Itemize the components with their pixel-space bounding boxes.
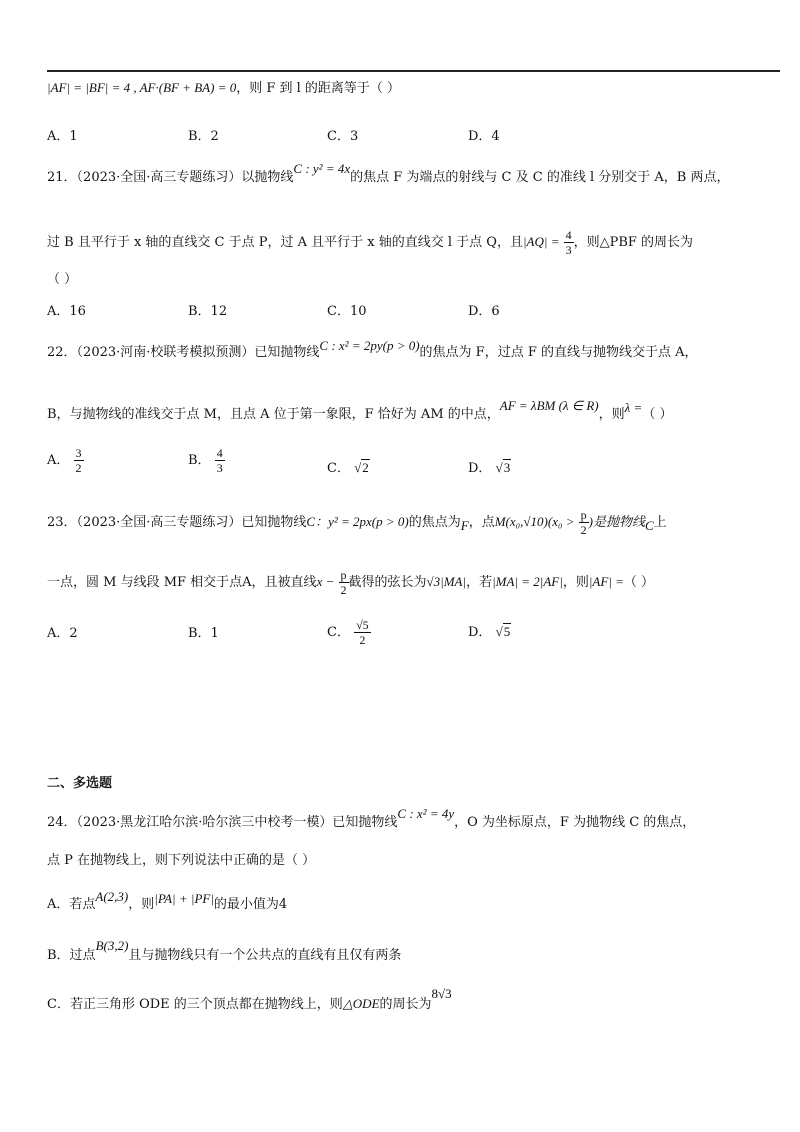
q23-option-b[interactable]: B．1 xyxy=(188,626,219,641)
q23-p-den-b: 2 xyxy=(340,583,347,597)
q22-option-b[interactable] xyxy=(188,446,225,475)
q22-option-b-num: 4 xyxy=(216,446,223,460)
q24-option-a-text3: 的最小值为4 xyxy=(213,897,288,912)
q22-option-a[interactable] xyxy=(47,446,84,475)
q23-point: M(x₀,√10)(x₀ > xyxy=(494,514,575,529)
q23-p-num: p xyxy=(580,508,587,522)
q24-option-b-point: B(3,2) xyxy=(95,938,129,953)
q23-option-d-label: D． xyxy=(468,625,492,640)
q21-fraction xyxy=(564,228,574,257)
q23-focus: F xyxy=(460,518,469,533)
q23-stem-line2 xyxy=(47,568,654,597)
q23-text4: 上 xyxy=(653,515,667,530)
q22-line1-rest: 的焦点为 F，过点 F 的直线与抛物线交于点 A， xyxy=(419,345,698,360)
q20-option-a[interactable]: A．1 xyxy=(47,129,78,144)
q22-option-d-sqrt: √3 xyxy=(495,460,511,475)
q24-option-b[interactable] xyxy=(47,938,402,966)
q24-option-c-text1: C．若正三角形 ODE 的三个顶点都在抛物线上，则 xyxy=(47,997,343,1012)
q22-option-a-num: 3 xyxy=(75,446,82,460)
q21-aq: |AQ| = xyxy=(522,234,560,249)
q23-text1: 的焦点为 xyxy=(408,515,461,530)
q24-option-a-expr: |PA| + |PF| xyxy=(154,891,214,906)
q22-line2-b: ，则 xyxy=(598,407,625,422)
q22-option-c-radicand: 2 xyxy=(362,460,369,475)
q24-option-a-text2: ，则 xyxy=(128,897,155,912)
q21-stem-line1 xyxy=(47,161,730,188)
q22-option-c-label: C． xyxy=(327,461,350,476)
q21-line2-b: ，则△PBF 的周长为 xyxy=(573,235,694,250)
q24-option-c[interactable] xyxy=(47,986,452,1015)
q22-option-d-label: D． xyxy=(468,461,492,476)
q23-option-c[interactable] xyxy=(327,618,371,647)
q22-paren: （ ） xyxy=(642,407,673,422)
q20-stem-continuation xyxy=(47,78,400,99)
q23-condition: |MA| = 2|AF| xyxy=(492,574,563,589)
q22-option-b-den: 3 xyxy=(216,461,223,475)
q21-line1-rest: 的焦点 F 为端点的射线与 C 及 C 的准线 l 分别交于 A，B 两点， xyxy=(350,170,730,185)
q24-option-b-text1: B．过点 xyxy=(47,948,96,963)
section-title-multi-choice: 二、多选题 xyxy=(47,776,113,791)
q21-option-d[interactable]: D．6 xyxy=(468,304,500,319)
q23-option-c-fraction xyxy=(354,618,371,647)
header-rule xyxy=(47,70,780,72)
q22-option-a-den: 2 xyxy=(75,461,82,475)
q22-prefix: 22．（2023·河南·校联考模拟预测）已知抛物线 xyxy=(47,345,320,360)
q20-option-d[interactable]: D．4 xyxy=(468,129,500,144)
q24-option-c-value: 8√3 xyxy=(431,986,452,1001)
q22-option-b-fraction xyxy=(215,446,225,475)
q23-ask: |AF| = xyxy=(588,574,624,589)
q23-option-c-label: C． xyxy=(327,625,350,640)
q23-expression: C：y² = 2px(p > 0) xyxy=(306,514,409,529)
q23-text3: )是抛物线 xyxy=(588,514,645,529)
q22-expression2: AF = λBM (λ ∈ R) xyxy=(499,398,599,413)
q24-option-c-text2: 的周长为 xyxy=(379,997,432,1012)
q22-option-a-fraction xyxy=(74,446,84,475)
q24-option-a-text1: A．若点 xyxy=(47,897,96,912)
q23-p-num-b: p xyxy=(340,568,347,582)
q23-xline: x − xyxy=(316,574,335,589)
q23-option-a[interactable]: A．2 xyxy=(47,626,78,641)
q20-option-c[interactable]: C．3 xyxy=(327,129,359,144)
q24-stem-line1 xyxy=(47,806,696,833)
q20-stem-text: ，则 F 到 l 的距离等于（ ） xyxy=(236,81,401,96)
q21-prefix: 21．（2023·全国·高三专题练习）以抛物线 xyxy=(47,170,294,185)
q22-option-c[interactable] xyxy=(327,458,370,479)
q23-curve: C xyxy=(645,518,654,533)
q23-option-c-den: 2 xyxy=(359,633,366,647)
q21-expression: C : y² = 4x xyxy=(293,161,351,176)
q22-option-d-radicand: 3 xyxy=(503,460,511,475)
q23-chord: √3|MA| xyxy=(426,574,467,589)
q23-text2: ，点 xyxy=(468,515,495,530)
q24-option-a-point: A(2,3) xyxy=(95,889,129,904)
q23-line2-b: 截得的弦长为 xyxy=(348,575,427,590)
q23-option-d-sqrt: √5 xyxy=(495,624,511,639)
q21-option-b[interactable]: B．12 xyxy=(188,304,228,319)
q24-expression: C : x² = 4y xyxy=(397,806,455,821)
q24-stem-line2: 点 P 在抛物线上，则下列说法中正确的是（ ） xyxy=(47,853,316,868)
q22-lambda: λ = xyxy=(624,400,643,415)
q23-prefix: 23．（2023·全国·高三专题练习）已知抛物线 xyxy=(47,515,307,530)
q23-option-d[interactable] xyxy=(468,622,511,643)
q22-option-d[interactable] xyxy=(468,458,511,479)
q22-stem-line1 xyxy=(47,338,698,363)
q22-line2-a: B，与抛物线的准线交于点 M，且点 A 位于第一象限，F 恰好为 AM 的中点， xyxy=(47,407,500,422)
q22-stem-line2 xyxy=(47,398,673,425)
q20-option-b[interactable]: B．2 xyxy=(188,129,219,144)
q24-option-b-text2: 且与抛物线只有一个公共点的直线有且仅有两条 xyxy=(128,948,402,963)
q24-line1-rest: ，O 为坐标原点，F 为抛物线 C 的焦点， xyxy=(454,815,696,830)
q24-option-c-triangle: △ODE xyxy=(342,996,380,1011)
q23-line2-a: 一点，圆 M 与线段 MF 相交于点A，且被直线 xyxy=(47,575,317,590)
q23-option-c-num: √5 xyxy=(356,618,369,632)
q22-expression: C : x² = 2py(p > 0) xyxy=(319,338,420,353)
q21-frac-den: 3 xyxy=(565,243,572,257)
q23-text6: ，则 xyxy=(562,575,589,590)
q23-option-d-radicand: 5 xyxy=(503,624,511,639)
q22-option-c-sqrt: √2 xyxy=(354,460,369,475)
q23-text5: ，若 xyxy=(466,575,493,590)
q23-p-over-2 xyxy=(579,508,589,537)
q20-expression: |AF| = |BF| = 4 , AF·(BF + BA) = 0 xyxy=(47,80,237,95)
q21-frac-num: 4 xyxy=(565,228,572,242)
q21-line2-a: 过 B 且平行于 x 轴的直线交 C 于点 P，过 A 且平行于 x 轴的直线交 l 于点 Q，且 xyxy=(47,235,523,250)
q23-paren: （ ） xyxy=(623,575,655,590)
q23-p-den: 2 xyxy=(580,523,587,537)
q21-option-a[interactable]: A．16 xyxy=(47,304,86,319)
q24-option-a[interactable] xyxy=(47,889,288,915)
q24-prefix: 24．（2023·黑龙江哈尔滨·哈尔滨三中校考一模）已知抛物线 xyxy=(47,815,398,830)
q23-p-over-2-b xyxy=(339,568,349,597)
q21-stem-line2 xyxy=(47,228,693,257)
q21-paren: （ ） xyxy=(47,272,78,287)
q21-option-c[interactable]: C．10 xyxy=(327,304,367,319)
q23-stem-line1 xyxy=(47,508,667,537)
q22-option-b-label: B． xyxy=(188,453,211,468)
q22-option-a-label: A． xyxy=(47,453,70,468)
